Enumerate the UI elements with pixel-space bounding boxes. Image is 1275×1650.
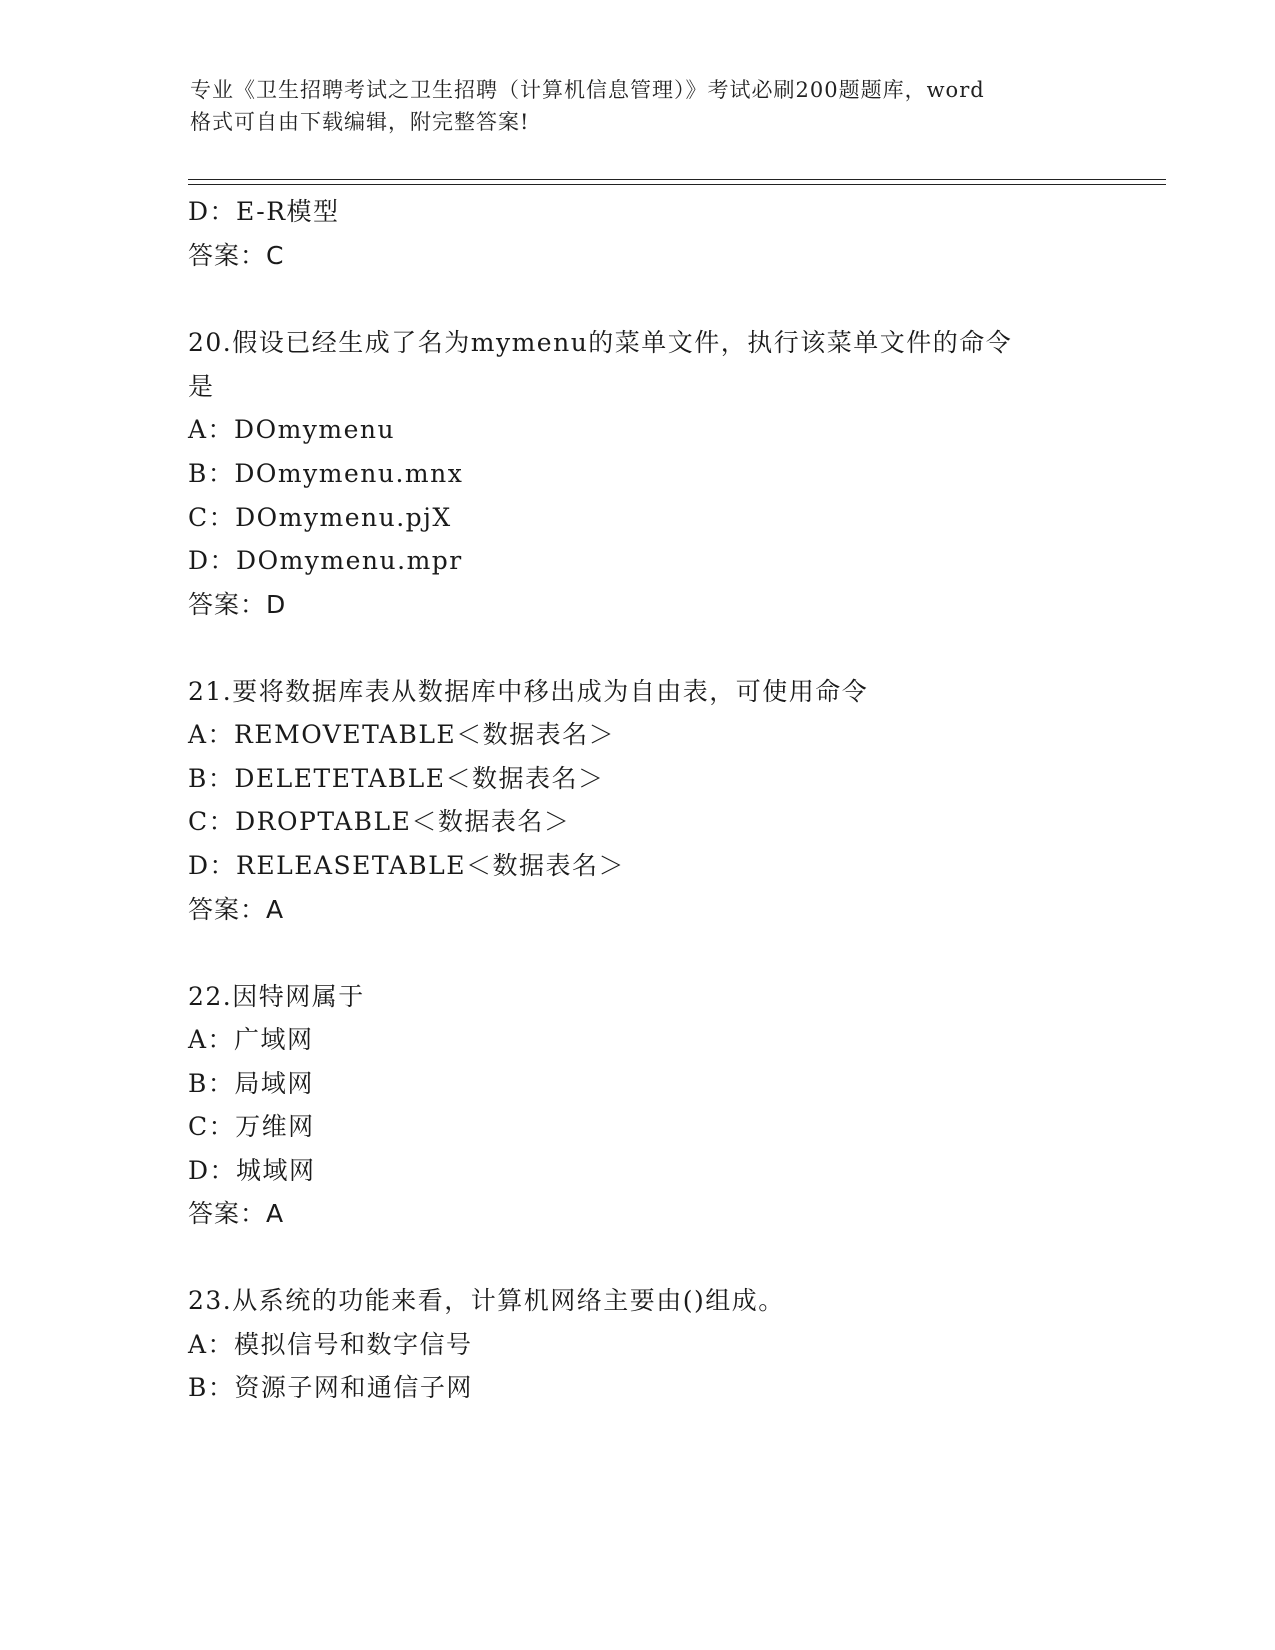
q21-option-d: D：RELEASETABLE＜数据表名＞: [188, 851, 625, 880]
q21-option-c: C：DROPTABLE＜数据表名＞: [188, 807, 571, 836]
q22-stem: 22.因特网属于: [188, 982, 365, 1011]
q22-option-c: C：万维网: [188, 1112, 315, 1141]
q20-answer: 答案：D: [188, 590, 287, 619]
q20-option-c: C：DOmymenu.pjX: [188, 503, 452, 532]
q20-option-d: D：DOmymenu.mpr: [188, 546, 463, 575]
q22-option-d: D：城域网: [188, 1156, 316, 1185]
q20-option-b: B：DOmymenu.mnx: [188, 459, 464, 488]
q22-option-b: B：局域网: [188, 1069, 314, 1098]
q22-option-a: A：广域网: [188, 1025, 314, 1054]
q23-option-b: B：资源子网和通信子网: [188, 1373, 473, 1402]
q19-answer: 答案：C: [188, 241, 285, 270]
header-line-2: 格式可自由下载编辑，附完整答案!: [190, 110, 530, 134]
header-rule-top: [188, 179, 1166, 180]
document-header: [190, 74, 1110, 138]
q22-answer: 答案：A: [188, 1199, 285, 1228]
header-rule-bottom: [188, 184, 1166, 185]
q21-stem: 21.要将数据库表从数据库中移出成为自由表，可使用命令: [188, 677, 869, 706]
q23-stem: 23.从系统的功能来看，计算机网络主要由()组成。: [188, 1286, 785, 1315]
q21-option-b: B：DELETETABLE＜数据表名＞: [188, 764, 605, 793]
header-line-1: 专业《卫生招聘考试之卫生招聘（计算机信息管理）》考试必刷200题题库，word: [190, 78, 985, 102]
q19-option-d: D：E-R模型: [188, 197, 340, 226]
q21-answer: 答案：A: [188, 895, 285, 924]
q20-stem-line-2: 是: [188, 372, 215, 401]
q20-stem-line-1: 20.假设已经生成了名为mymenu的菜单文件，执行该菜单文件的命令: [188, 328, 1013, 357]
q20-option-a: A：DOmymenu: [188, 415, 396, 444]
q23-option-a: A：模拟信号和数字信号: [188, 1330, 473, 1359]
q21-option-a: A：REMOVETABLE＜数据表名＞: [188, 720, 616, 749]
